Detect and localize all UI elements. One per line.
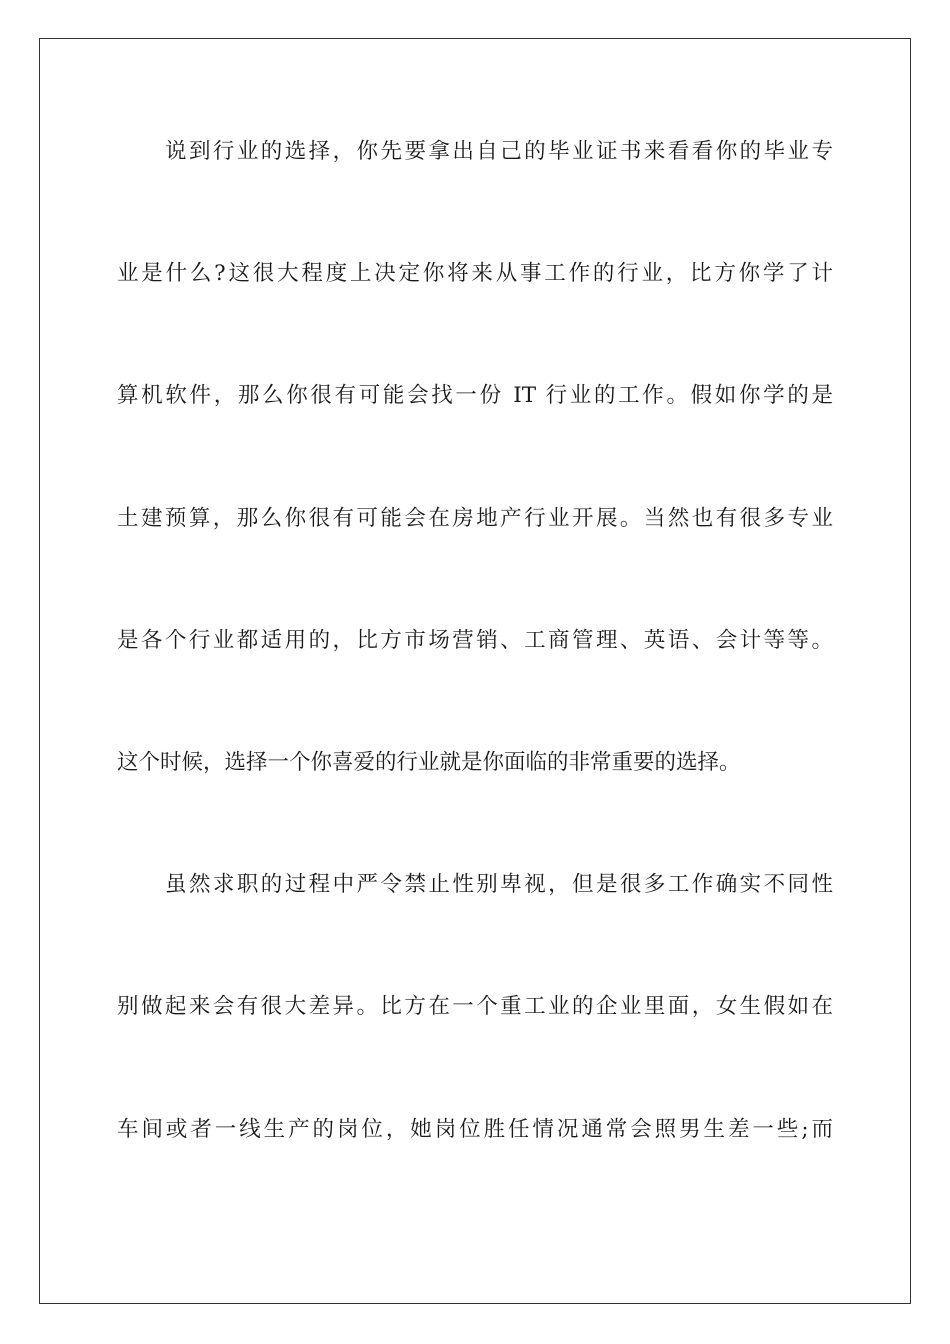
paragraph-1-line-4: 土建预算，那么你很有可能会在房地产行业开展。当然也有很多专业	[117, 506, 833, 531]
paragraph-1-line-6: 这个时候，选择一个你喜爱的行业就是你面临的非常重要的选择。	[117, 750, 741, 775]
paragraph-2-line-1: 虽然求职的过程中严令禁止性别卑视，但是很多工作确实不同性	[165, 872, 833, 897]
paragraph-1-line-2: 业是什么?这很大程度上决定你将来从事工作的行业，比方你学了计	[117, 261, 833, 286]
paragraph-1-line-3: 算机软件，那么你很有可能会找一份 IT 行业的工作。假如你学的是	[117, 383, 833, 408]
paragraph-1-line-5: 是各个行业都适用的，比方市场营销、工商管理、英语、会计等等。	[117, 628, 833, 653]
paragraph-2-line-2: 别做起来会有很大差异。比方在一个重工业的企业里面，女生假如在	[117, 994, 833, 1019]
paragraph-2-line-3: 车间或者一线生产的岗位，她岗位胜任情况通常会照男生差一些;而	[117, 1117, 833, 1142]
paragraph-1-line-1: 说到行业的选择，你先要拿出自己的毕业证书来看看你的毕业专	[165, 139, 833, 164]
